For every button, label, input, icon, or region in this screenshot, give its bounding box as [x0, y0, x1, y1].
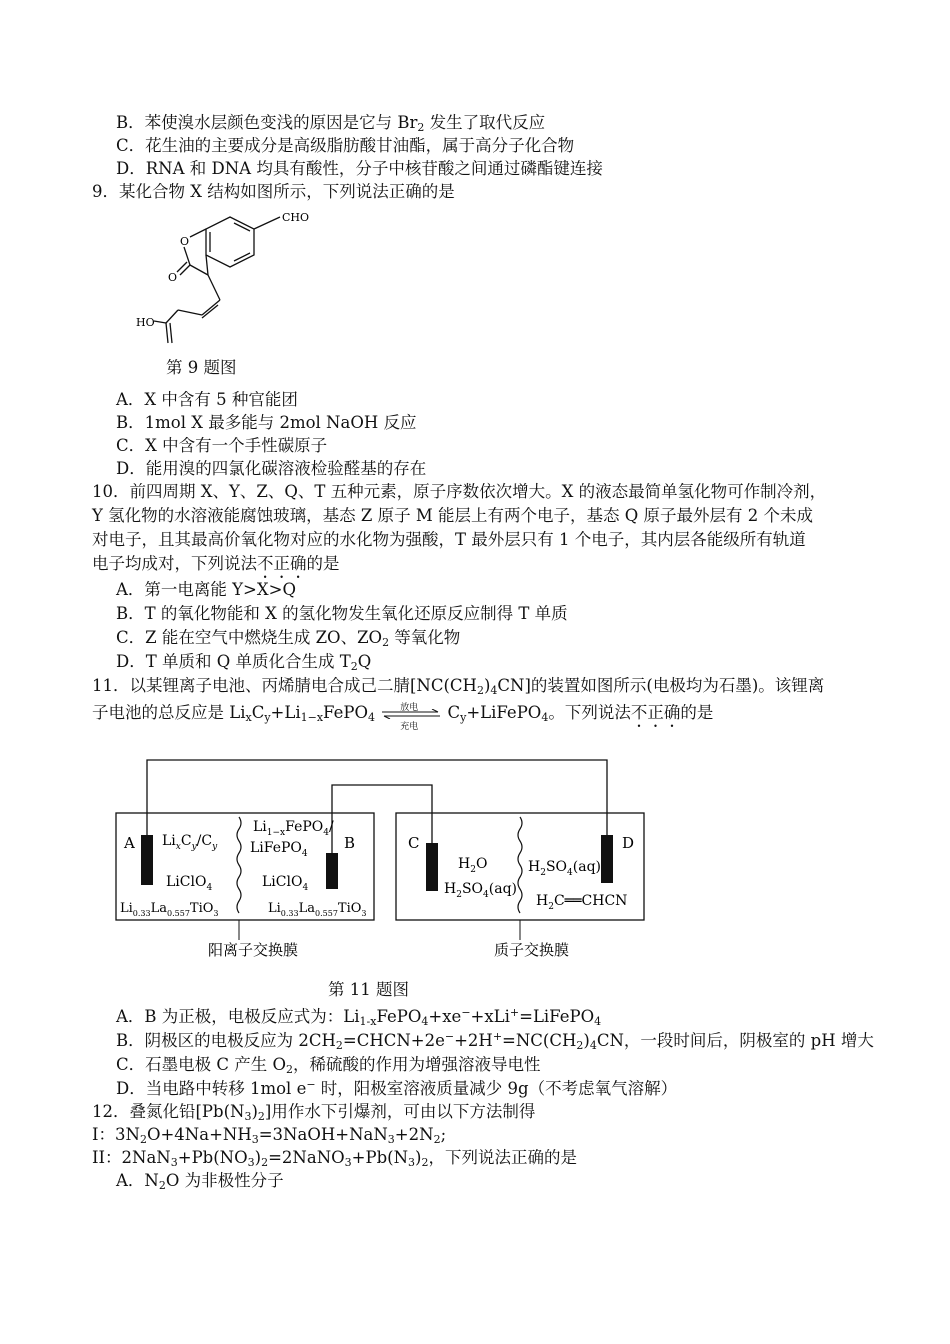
q9-stem: 9．某化合物 X 结构如图所示，下列说法正确的是 [92, 182, 455, 201]
electrode-c-label: C [408, 834, 420, 852]
q9-option-b: B．1mol X 最多能与 2mol NaOH 反应 [116, 413, 417, 432]
q10-stem-line2: Y 氢化物的水溶液能腐蚀玻璃，基态 Z 原子 M 能层上有两个电子，基态 Q 原子最外层有 2 个未成 [92, 506, 813, 525]
li1xfepo4-label: $Li_{1-x}FePO_4/$ [253, 819, 334, 838]
q10-stem-line4: 电子均成对，下列说法不正确的是 [92, 554, 340, 573]
electrode-d-label: D [622, 834, 635, 852]
q11-caption: 第 11 题图 [328, 980, 409, 999]
q10-option-c: C．Z 能在空气中燃烧生成 ZO、$ZO_2$ 等氧化物 [116, 628, 461, 649]
q9-caption: 第 9 题图 [166, 358, 237, 377]
q9-structure-figure [130, 205, 330, 355]
q8-option-d: D．RNA 和 DNA 均具有酸性，分子中核苷酸之间通过磷酯键连接 [116, 159, 603, 178]
q10-option-d: D．T 单质和 Q 单质化合生成 $T_2Q$ [116, 652, 372, 673]
acrylonitrile-label: $H_2C══CHCN$ [536, 893, 628, 912]
q9-option-d: D．能用溴的四氯化碳溶液检验醛基的存在 [116, 459, 427, 478]
liclo4-left-label: LiClO$_4$ [166, 874, 213, 893]
electrolyte-right-label: $Li_{0.33}La_{0.557}TiO_3$ [268, 901, 367, 918]
fig-cho-label: CHO [282, 211, 310, 224]
reversible-arrow: 放电 充电 [380, 703, 442, 725]
q11-stem-line1: 11．以某锂离子电池、丙烯腈电合成己二腈$[NC(CH_2)_4CN]$的装置如图所示(电极均为石墨)。该锂离 [92, 676, 825, 697]
liclo4-right-label: LiClO$_4$ [262, 874, 309, 893]
lixcy-label: $Li_xC_y/C_y$ [162, 833, 218, 852]
q10-option-a: A．第一电离能 Y>X>Q [116, 580, 296, 599]
q11-option-a: A．B 为正极，电极反应式为：$Li_{1-x}FePO_4+xe^-+xLi^+=LiFePO_4$ [116, 1006, 602, 1028]
fig-carbonyl-o-label: O [168, 271, 178, 284]
q12-option-a: A．$N_2O$ 为非极性分子 [116, 1171, 284, 1192]
q9-option-a: A．X 中含有 5 种官能团 [116, 390, 298, 409]
q11-option-b: B．阴极区的电极反应为 $2CH_2=CHCN+2e^-+2H^+=NC(CH_2)_4CN$，一段时间后，阴极室的 pH 增大 [116, 1030, 874, 1052]
q11-option-d: D．当电路中转移 1mol e− 时，阳极室溶液质量减少 9g（不考虑氧气溶解） [116, 1078, 678, 1098]
electrode-a-label: A [124, 834, 135, 852]
fig-ring-o-label: O [180, 235, 190, 248]
q11-apparatus-figure [110, 755, 650, 970]
proton-membrane-label: 质子交换膜 [494, 941, 570, 959]
cation-membrane-label: 阳离子交换膜 [208, 941, 299, 959]
q10-stem-line1: 10．前四周期 X、Y、Z、Q、T 五种元素，原子序数依次增大。X 的液态最简单氢化物可作制冷剂， [92, 482, 827, 501]
q11-stem-line2: 子电池的总反应是 $Li_xC_y+Li_{1-x}FePO_4$ 放电 充电 $C_y+LiFePO_4$。下列说法不正确的是 [92, 702, 714, 732]
q10-option-b: B．T 的氧化物能和 X 的氢化物发生氧化还原反应制得 T 单质 [116, 604, 568, 623]
fig-ho-label: HO [136, 316, 155, 329]
h2o-label: $H_2O$ [458, 856, 488, 875]
q11-option-c: C．石墨电极 C 产生 $O_2$，稀硫酸的作用为增强溶液导电性 [116, 1055, 541, 1076]
q12-reaction-1: I：$3N_2O+4Na+NH_3=3NaOH+NaN_3+2N_2$; [92, 1125, 447, 1146]
q8-option-b: B．苯使溴水层颜色变浅的原因是它与 $Br_2$ 发生了取代反应 [116, 113, 546, 134]
q12-stem: 12．叠氮化铅$[Pb(N_3)_2]$用作水下引爆剂，可由以下方法制得 [92, 1102, 536, 1123]
q10-stem-line3: 对电子，且其最高价氧化物对应的水化物为强酸，T 最外层只有 1 个电子，其内层各能级所有轨道 [92, 530, 806, 549]
electrode-b-label: B [344, 834, 356, 852]
q9-option-c: C．X 中含有一个手性碳原子 [116, 436, 328, 455]
lifepo4-label: LiFePO$_4$ [250, 840, 308, 859]
q12-reaction-2: II：$2NaN_3+Pb(NO_3)_2=2NaNO_3+Pb(N_3)_2$，下列说法正确的是 [92, 1148, 577, 1169]
h2so4-cathode-label: $H_2SO_4(aq)$ [528, 859, 601, 878]
h2so4-anode-label: $H_2SO_4(aq)$ [444, 881, 517, 900]
q8-option-c: C．花生油的主要成分是高级脂肪酸甘油酯，属于高分子化合物 [116, 136, 575, 155]
electrolyte-left-label: $Li_{0.33}La_{0.557}TiO_3$ [120, 901, 219, 918]
